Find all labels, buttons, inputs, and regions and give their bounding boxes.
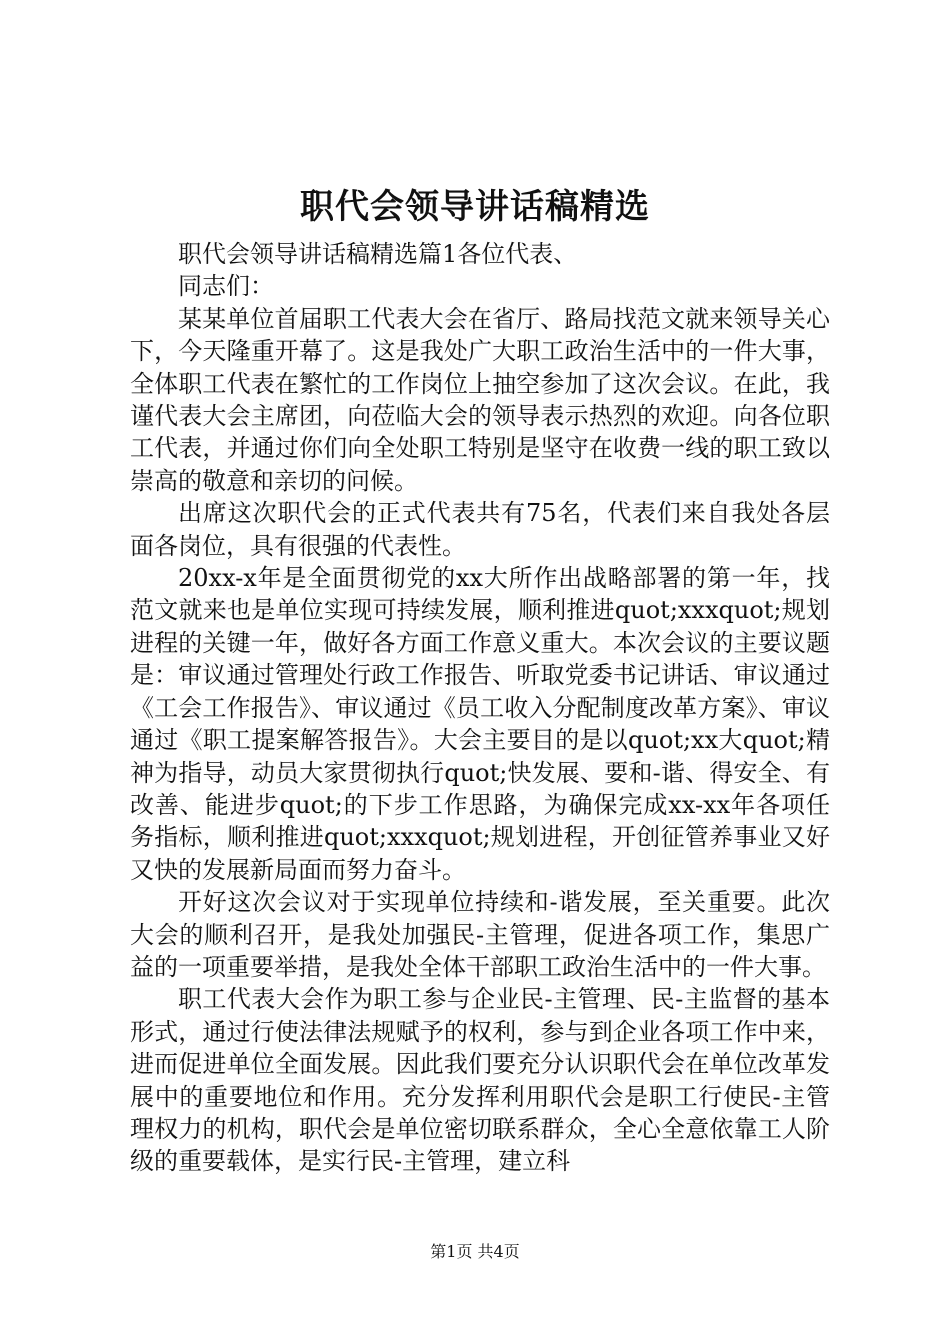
paragraph-role: 职工代表大会作为职工参与企业民-主管理、民-主监督的基本形式，通过行使法律法规赋予的权利，参与到企业各项工作中来，进而促进单位全面发展。因此我们要充分认识职代会在单位改革发展中的重要地位和作用。充分发挥利用职代会是职工行使民-主管理权力的机构，职代会是单位密切联系群众，全心全意依靠工人阶级的重要载体，是实行民-主管理，建立科 [130,985,830,1176]
paragraph-attendance: 出席这次职代会的正式代表共有75名，代表们来自我处各层面各岗位，具有很强的代表性。 [130,499,830,560]
paragraph-agenda: 20xx-x年是全面贯彻党的xx大所作出战略部署的第一年，找范文就来也是单位实现可持续发展，顺利推进quot;xxxquot;规划进程的关键一年，做好各方面工作意义重大。本次会议的主要议题是：审议通过管理处行政工作报告、听取党委书记讲话、审议通过《工会工作报告》、审议通过《员工收入分配制度改革方案》、审议通过《职工提案解答报告》。大会主要目的是以quot;xx大quot;精神为指导，动员大家贯彻执行quot;快发展、要和-谐、得安全、有改善、能进步quot;的下步工作思路，为确保完成xx-xx年各项任务指标，顺利推进quot;xxxquot;规划进程，开创征管养事业又好又快的发展新局面而努力奋斗。 [130,564,830,884]
paragraph-importance: 开好这次会议对于实现单位持续和-谐发展，至关重要。此次大会的顺利召开，是我处加强民-主管理，促进各项工作，集思广益的一项重要举措，是我处全体干部职工政治生活中的一件大事。 [130,888,830,981]
page-footer: 第1页 共4页 [430,1242,520,1261]
paragraph-salutation-2: 同志们： [178,272,274,301]
document-title: 职代会领导讲话稿精选 [300,187,650,227]
document-body [130,238,830,1178]
paragraph-salutation: 职代会领导讲话稿精选篇1各位代表、 [178,240,578,268]
paragraph-opening: 某某单位首届职工代表大会在省厅、路局找范文就来领导关心下，今天隆重开幕了。这是我处广大职工政治生活中的一件大事，全体职工代表在繁忙的工作岗位上抽空参加了这次会议。在此，我谨代表大会主席团，向莅临大会的领导表示热烈的欢迎。向各位职工代表，并通过你们向全处职工特别是坚守在收费一线的职工致以崇高的敬意和亲切的问候。 [130,304,830,495]
